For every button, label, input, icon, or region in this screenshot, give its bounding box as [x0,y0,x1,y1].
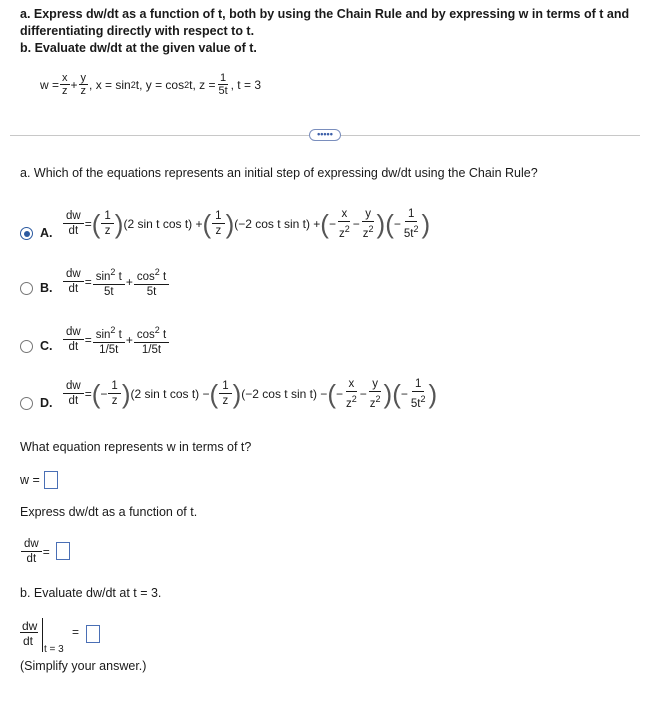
option-c-label: C. [40,339,53,353]
eval-answer-input[interactable] [86,625,100,643]
w-question: What equation represents w in terms of t? [20,440,252,454]
option-d-radio[interactable] [20,397,33,410]
show-more-button[interactable]: ••••• [309,129,341,141]
intro-part-a: a. Express dw/dt as a function of t, both by using the Chain Rule and by expressing w in terms of t and differentiating directly with respect to t. [20,7,630,38]
x-definition: , x = sin [89,77,131,92]
dwdt-answer-row: $\frac{dw}{dt}$ = [20,537,50,566]
option-b-equation: $\frac{dw}{dt}$ = $\frac{\sin^2 t}{5t}$ + $\frac{\cos^2 t}{5t}$ [62,265,170,299]
option-d-equation: $\frac{dw}{dt}$ = ( − $\frac{1}{z}$ ) (2 sin t cos t) − ( $\frac{1}{z}$ ) (−2 cos t sin t) − ( − $\frac{x}{z^2}$ − $\frac{y}{z^2}$ ) ( − $\frac{1}{5t^2}$ ) [62,377,437,411]
w-label: w = [20,473,40,487]
problem-intro [20,6,630,57]
y-over-z: $\frac{y}{z}$ [80,72,87,97]
option-a-label: A. [40,226,53,240]
w-eq-label: w = [40,77,60,92]
x-over-z: $\frac{x}{z}$ [62,72,68,97]
z-definition: t, z = [189,77,216,92]
part-b-label: b. Evaluate dw/dt at t = 3. [20,586,162,600]
option-a-radio[interactable] [20,227,33,240]
w-answer-input[interactable] [44,471,58,489]
simplify-hint: (Simplify your answer.) [20,659,147,673]
option-b-radio[interactable] [20,282,33,295]
plus-sign: + [70,77,78,92]
intro-part-b: b. Evaluate dw/dt at the given value of t. [20,41,257,55]
express-label: Express dw/dt as a function of t. [20,505,198,519]
z-fraction: $\frac{1}{5t}$ [218,72,228,97]
option-c-radio[interactable] [20,340,33,353]
option-c-equation: $\frac{dw}{dt}$ = $\frac{\sin^2 t}{1/5t}$ + $\frac{\cos^2 t}{1/5t}$ [62,323,170,357]
option-d-label: D. [40,396,53,410]
option-a-equation: $\frac{dw}{dt}$ = ( $\frac{1}{z}$ ) (2 sin t cos t) + ( $\frac{1}{z}$ ) (−2 cos t sin t) + ( − $\frac{x}{z^2}$ − $\frac{y}{z^2}$ ) ( − $\frac{1}{5t^2}$ ) [62,207,430,241]
eval-expression: dw dt t = 3 = [22,619,80,655]
t-value: , t = 3 [230,77,261,92]
part-a-question: a. Which of the equations represents an initial step of expressing dw/dt using the Chain Rule? [20,166,538,180]
y-definition: t, y = cos [135,77,185,92]
given-expression: w = $\frac{x}{z}$ + $\frac{y}{z}$ , x = sin 2 t, y = cos 2 t, z = $\frac{1}{5t}$ , t = 3 [40,72,261,97]
dwdt-answer-input[interactable] [56,542,70,560]
option-b-label: B. [40,281,53,295]
